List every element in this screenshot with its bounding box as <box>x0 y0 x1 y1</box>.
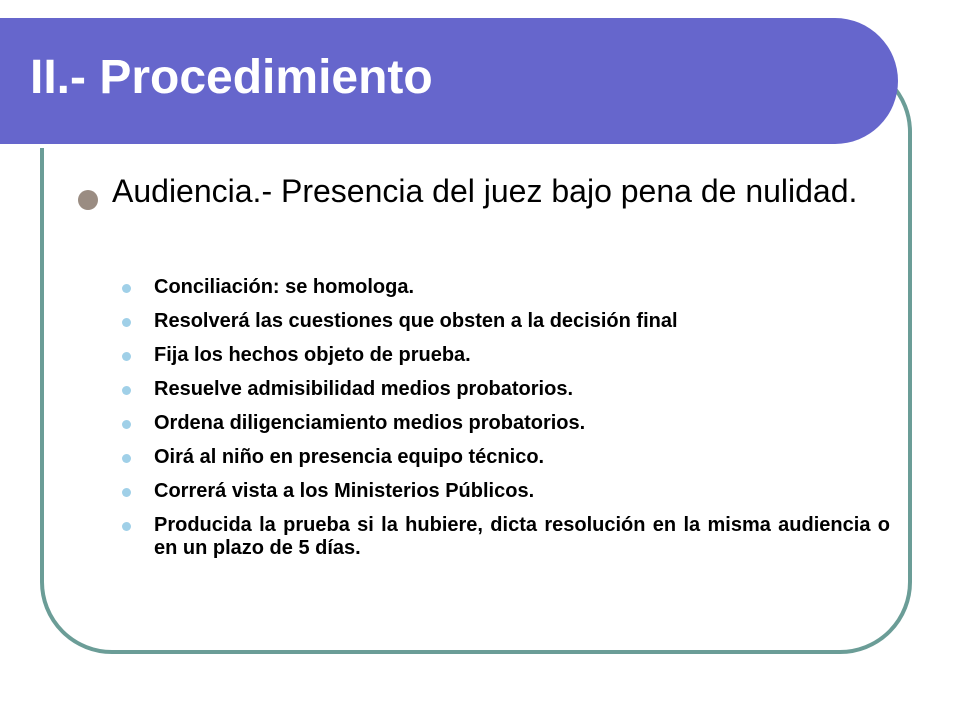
main-point: Audiencia.- Presencia del juez bajo pena de nulidad. <box>112 173 858 209</box>
sub-bullet-icon <box>122 318 131 327</box>
sub-point <box>120 378 890 401</box>
sub-bullet-icon <box>122 522 131 531</box>
sub-point-text: Oirá al niño en presencia equipo técnico. <box>154 446 545 468</box>
sub-bullet-icon <box>122 488 131 497</box>
sub-point-text: Resuelve admisibilidad medios probatorios. <box>154 378 573 400</box>
title-bar <box>0 18 898 144</box>
sub-point-text: Fija los hechos objeto de prueba. <box>154 344 471 366</box>
sub-bullet-icon <box>122 454 131 463</box>
sub-point-text: Conciliación: se homologa. <box>154 276 415 298</box>
sub-bullet-icon <box>122 352 131 361</box>
slide-title: II.- Procedimiento <box>30 51 433 104</box>
sub-point <box>120 412 890 435</box>
sub-point <box>120 276 890 299</box>
sub-point <box>120 514 890 560</box>
main-bullet-icon <box>78 190 98 210</box>
sub-point <box>120 310 890 333</box>
sub-bullet-icon <box>122 420 131 429</box>
sub-point-text: Resolverá las cuestiones que obsten a la decisión final <box>154 310 678 332</box>
sub-point-list <box>120 276 890 571</box>
title-underline <box>0 144 848 148</box>
sub-point <box>120 344 890 367</box>
sub-bullet-icon <box>122 284 131 293</box>
sub-point <box>120 446 890 469</box>
sub-point-text: Producida la prueba si la hubiere, dicta resolución en la misma audiencia o en un plazo de 5 días. <box>154 514 890 559</box>
sub-point-text: Correrá vista a los Ministerios Públicos. <box>154 480 535 502</box>
sub-point-text: Ordena diligenciamiento medios probatorios. <box>154 412 586 434</box>
sub-bullet-icon <box>122 386 131 395</box>
sub-point <box>120 480 890 503</box>
